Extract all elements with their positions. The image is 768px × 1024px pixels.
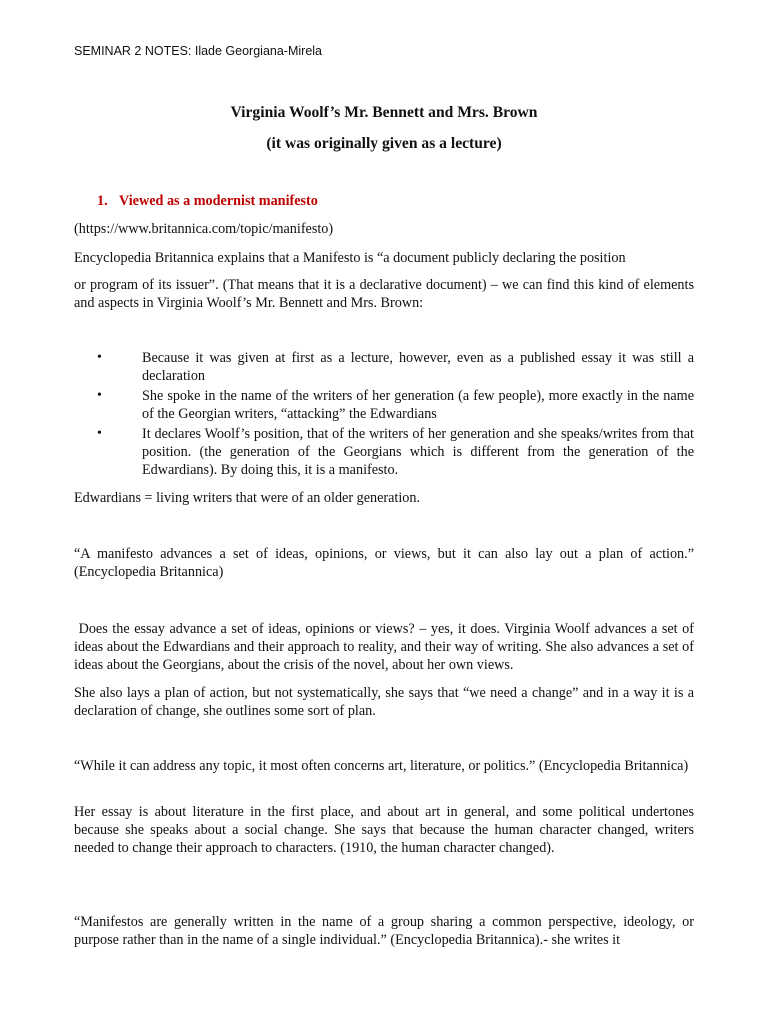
bullet-marker: • <box>97 426 102 441</box>
body-paragraph: She also lays a plan of action, but not systematically, she says that “we need a change” and in a way it is a declaration of change, she outlines some sort of plan. <box>74 685 694 719</box>
intro-line: Encyclopedia Britannica explains that a Manifesto is “a document publicly declaring the position <box>74 250 626 266</box>
definition-line: Edwardians = living writers that were of an older generation. <box>74 490 421 506</box>
bullet-item: Because it was given at first as a lecture, however, even as a published essay it was still a declaration <box>142 350 694 384</box>
bullet-item: She spoke in the name of the writers of her generation (a few people), more exactly in the name of the Georgian writers, “attacking” the Edwardians <box>142 388 694 422</box>
bullet-marker: • <box>97 350 102 365</box>
document-title: Virginia Woolf’s Mr. Bennett and Mrs. Brown <box>230 104 538 121</box>
body-paragraph: Her essay is about literature in the first place, and about art in general, and some political undertones because she speaks about a social change. She says that because the human character changed, writers needed to change their approach to characters. (1910, the human character changed). <box>74 804 694 856</box>
bullet-item: It declares Woolf’s position, that of the writers of her generation and she speaks/writes from that position. (the generation of the Georgians which is different from the generation of the Edwardians). By doing this, it is a manifesto. <box>142 426 694 478</box>
quote-paragraph: “Manifestos are generally written in the name of a group sharing a common perspective, ideology, or purpose rather than in the name of a single individual.” (Encyclopedia Britannica).- she writes it <box>74 914 694 948</box>
section-title: Viewed as a modernist manifesto <box>119 193 318 209</box>
page-header: SEMINAR 2 NOTES: Ilade Georgiana-Mirela <box>74 44 323 58</box>
bullet-marker: • <box>97 388 102 403</box>
quote-paragraph: “While it can address any topic, it most often concerns art, literature, or politics.” (Encyclopedia Britannica) <box>74 758 689 774</box>
body-paragraph: Does the essay advance a set of ideas, opinions or views? – yes, it does. Virginia Woolf advances a set of ideas about the Edwardians and their approach to reality, and their way of writing. She also advances a set of ideas about the Georgians, about the crisis of the novel, about her own views. <box>74 621 698 673</box>
quote-paragraph: “A manifesto advances a set of ideas, opinions, or views, but it can also lay out a plan of action.” (Encyclopedia Britannica) <box>74 546 694 580</box>
intro-paragraph: or program of its issuer”. (That means that it is a declarative document) – we can find this kind of elements and aspects in Virginia Woolf’s Mr. Bennett and Mrs. Brown: <box>74 277 694 311</box>
section-heading <box>97 193 318 210</box>
document-subtitle: (it was originally given as a lecture) <box>266 135 502 152</box>
section-number: 1. <box>97 193 108 209</box>
source-url: (https://www.britannica.com/topic/manifesto) <box>74 221 334 237</box>
